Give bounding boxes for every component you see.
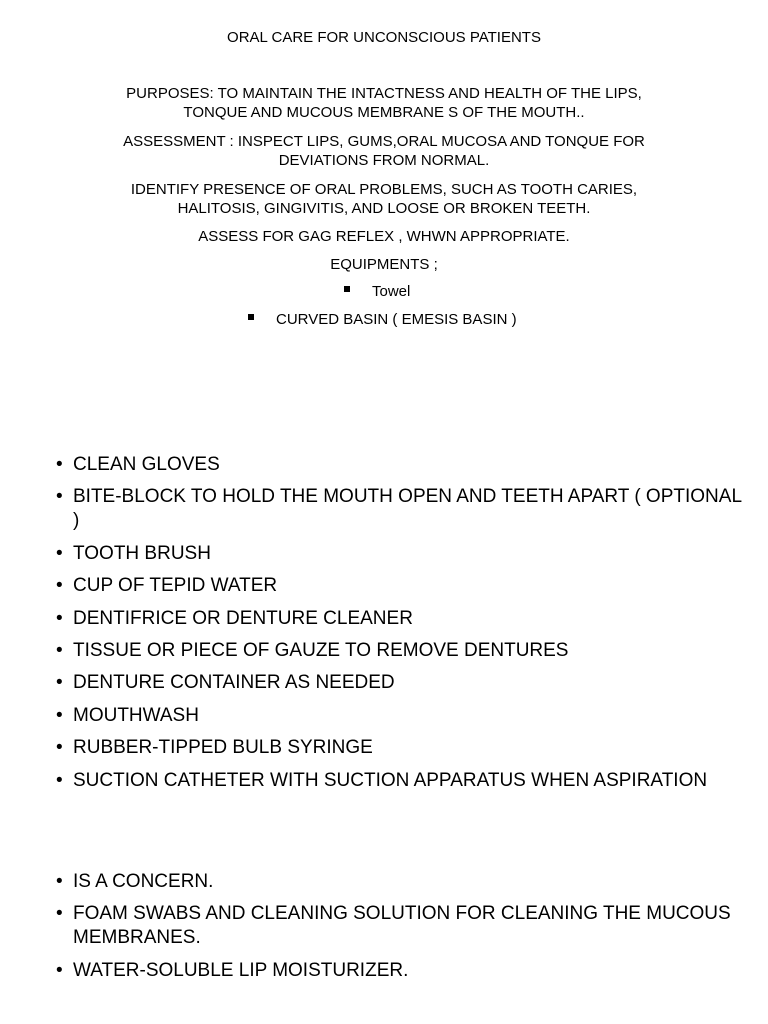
list-item-text: BITE-BLOCK TO HOLD THE MOUTH OPEN AND TEETH APART ( OPTIONAL ) — [73, 486, 742, 532]
list-item-text: TISSUE OR PIECE OF GAUZE TO REMOVE DENTURES — [73, 639, 569, 661]
bullet-icon: • — [56, 454, 63, 475]
bullet-icon: • — [56, 607, 63, 629]
bullet-icon: • — [56, 672, 63, 694]
purposes-paragraph: PURPOSES: TO MAINTAIN THE INTACTNESS AND HEALTH OF THE LIPS, TONQUE AND MUCOUS MEMBRANE S OF THE MOUTH.. — [126, 85, 642, 121]
square-bullet-icon — [248, 314, 254, 320]
list-item-text: SUCTION CATHETER WITH SUCTION APPARATUS WHEN ASPIRATION — [73, 769, 708, 791]
bullet-icon: • — [56, 903, 63, 925]
oral-problems-paragraph: IDENTIFY PRESENCE OF ORAL PROBLEMS, SUCH AS TOOTH CARIES, HALITOSIS, GINGIVITIS, AND LOOSE OR BROKEN TEETH. — [130, 181, 638, 217]
bullet-icon: • — [56, 737, 63, 759]
list-item — [56, 769, 746, 793]
bullet-icon: • — [56, 871, 63, 892]
slide-top — [0, 0, 768, 400]
list-item-text: RUBBER-TIPPED BULB SYRINGE — [73, 737, 373, 759]
list-item — [56, 639, 746, 663]
equipment-list-a — [56, 453, 746, 801]
list-item — [56, 671, 746, 695]
list-item — [56, 902, 746, 950]
list-item-text: MOUTHWASH — [73, 704, 199, 726]
bullet-icon: • — [56, 486, 63, 508]
list-item-text: FOAM SWABS AND CLEANING SOLUTION FOR CLEANING THE MUCOUS MEMBRANES. — [73, 903, 731, 949]
equipment-list-b — [56, 870, 746, 991]
list-item — [56, 453, 746, 477]
square-item-label: CURVED BASIN ( EMESIS BASIN ) — [276, 311, 517, 328]
bullet-icon: • — [56, 959, 63, 981]
list-item — [56, 704, 746, 728]
list-item-text: TOOTH BRUSH — [73, 542, 211, 564]
list-item-text: CLEAN GLOVES — [73, 454, 220, 475]
square-list-item — [248, 310, 517, 329]
list-item — [56, 542, 746, 566]
bullet-icon: • — [56, 704, 63, 726]
list-item-text: CUP OF TEPID WATER — [73, 575, 278, 597]
list-item — [56, 574, 746, 598]
bullet-icon: • — [56, 769, 63, 791]
list-item-text: WATER-SOLUBLE LIP MOISTURIZER. — [73, 959, 409, 981]
list-item — [56, 607, 746, 631]
list-item — [56, 870, 746, 894]
bullet-icon: • — [56, 575, 63, 597]
page-title: ORAL CARE FOR UNCONSCIOUS PATIENTS — [227, 29, 541, 46]
square-list-item — [344, 282, 410, 301]
list-item — [56, 736, 746, 760]
equipments-heading: EQUIPMENTS ; — [330, 256, 438, 273]
gag-reflex-paragraph: ASSESS FOR GAG REFLEX , WHWN APPROPRIATE. — [198, 228, 570, 245]
assessment-paragraph: ASSESSMENT : INSPECT LIPS, GUMS,ORAL MUCOSA AND TONQUE FOR DEVIATIONS FROM NORMAL. — [123, 133, 645, 169]
list-item-text: DENTIFRICE OR DENTURE CLEANER — [73, 607, 413, 629]
list-item — [56, 959, 746, 983]
bullet-icon: • — [56, 639, 63, 661]
list-item-text: DENTURE CONTAINER AS NEEDED — [73, 672, 395, 694]
bullet-icon: • — [56, 542, 63, 564]
list-item-text: IS A CONCERN. — [73, 871, 214, 892]
square-item-label: Towel — [372, 283, 411, 300]
square-bullet-icon — [344, 286, 350, 292]
list-item — [56, 485, 746, 533]
